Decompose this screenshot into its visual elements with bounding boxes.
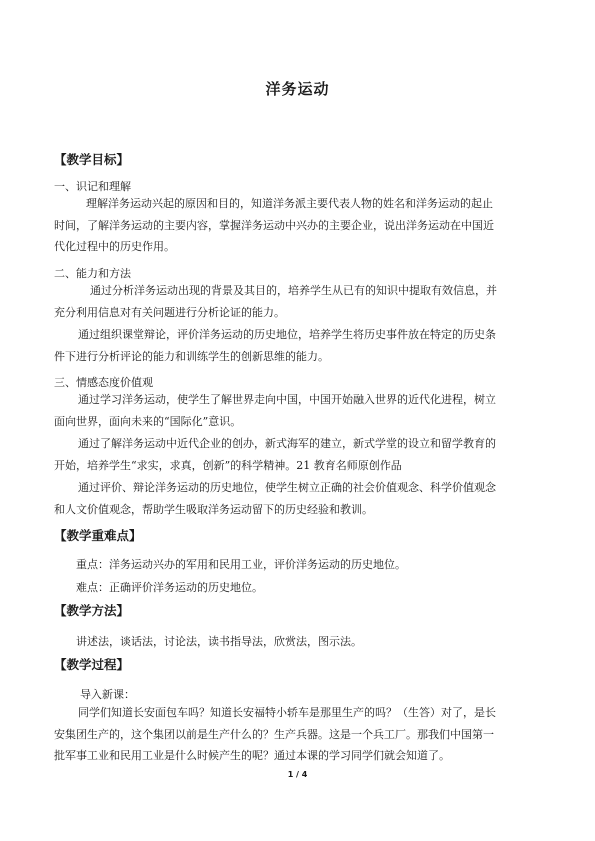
methods-text: 讲述法，谈话法，讨论法，读书指导法，欣赏法，图示法。 (76, 635, 362, 648)
difficult-point-text: 难点：正确评价洋务运动的历史地位。 (76, 581, 263, 594)
paragraph-intro: 同学们知道长安面包车吗？知道长安福特小轿车是那里生产的吗？（生答）对了，是长 安集团生产的，这个集团以前是生产什么的？生产兵器。这是一个兵工厂。那我们中国第一 批军事工业和民用工业是什么时候产生的呢？通过本课的学习同学们就会知道了。 (54, 706, 496, 762)
page-number: 1 / 4 (287, 770, 308, 779)
paragraph-knowledge: 理解洋务运动兴起的原因和目的，知道洋务派主要代表人物的姓名和洋务运动的起止 时间，了解洋务运动的主要内容，掌握洋务运动中兴办的主要企业，说出洋务运动在中国近 代化过程中的历史作用。 (54, 197, 494, 253)
heading-teaching-process: 【教学过程】 (54, 657, 130, 672)
paragraph-ability-2: 通过组织课堂辩论，评价洋务运动的历史地位，培养学生将历史事件放在特定的历史条 件下进行分析评论的能力和训练学生的创新思维的能力。 (54, 328, 496, 363)
heading-teaching-methods: 【教学方法】 (54, 603, 130, 618)
subheading-values: 三、情感态度价值观 (54, 376, 153, 389)
subheading-knowledge: 一、识记和理解 (54, 180, 131, 193)
intro-label: 导入新课： (80, 688, 135, 701)
paragraph-values-3: 通过评价、辩论洋务运动的历史地位，使学生树立正确的社会价值观念、科学价值观念 和人文价值观念，帮助学生吸取洋务运动留下的历史经验和教训。 (54, 481, 496, 516)
paragraph-values-2: 通过了解洋务运动中近代企业的创办，新式海军的建立，新式学堂的设立和留学教育的 开始，培养学生“求实，求真，创新”的科学精神。21 教育名师原创作品 (54, 437, 496, 472)
page-title: 洋务运动 (265, 80, 330, 98)
heading-key-points: 【教学重难点】 (54, 528, 142, 543)
heading-teaching-goals: 【教学目标】 (54, 152, 130, 167)
paragraph-ability-1: 通过分析洋务运动出现的背景及其目的，培养学生从已有的知识中提取有效信息，并 充分利用信息对有关问题进行分析论证的能力。 (54, 284, 497, 319)
key-point-text: 重点：洋务运动兴办的军用和民用工业，评价洋务运动的历史地位。 (76, 558, 406, 571)
paragraph-values-1: 通过学习洋务运动，使学生了解世界走向中国，中国开始融入世界的近代化进程，树立 面向世界，面向未来的“国际化”意识。 (54, 393, 496, 428)
subheading-ability: 二、能力和方法 (54, 267, 131, 280)
